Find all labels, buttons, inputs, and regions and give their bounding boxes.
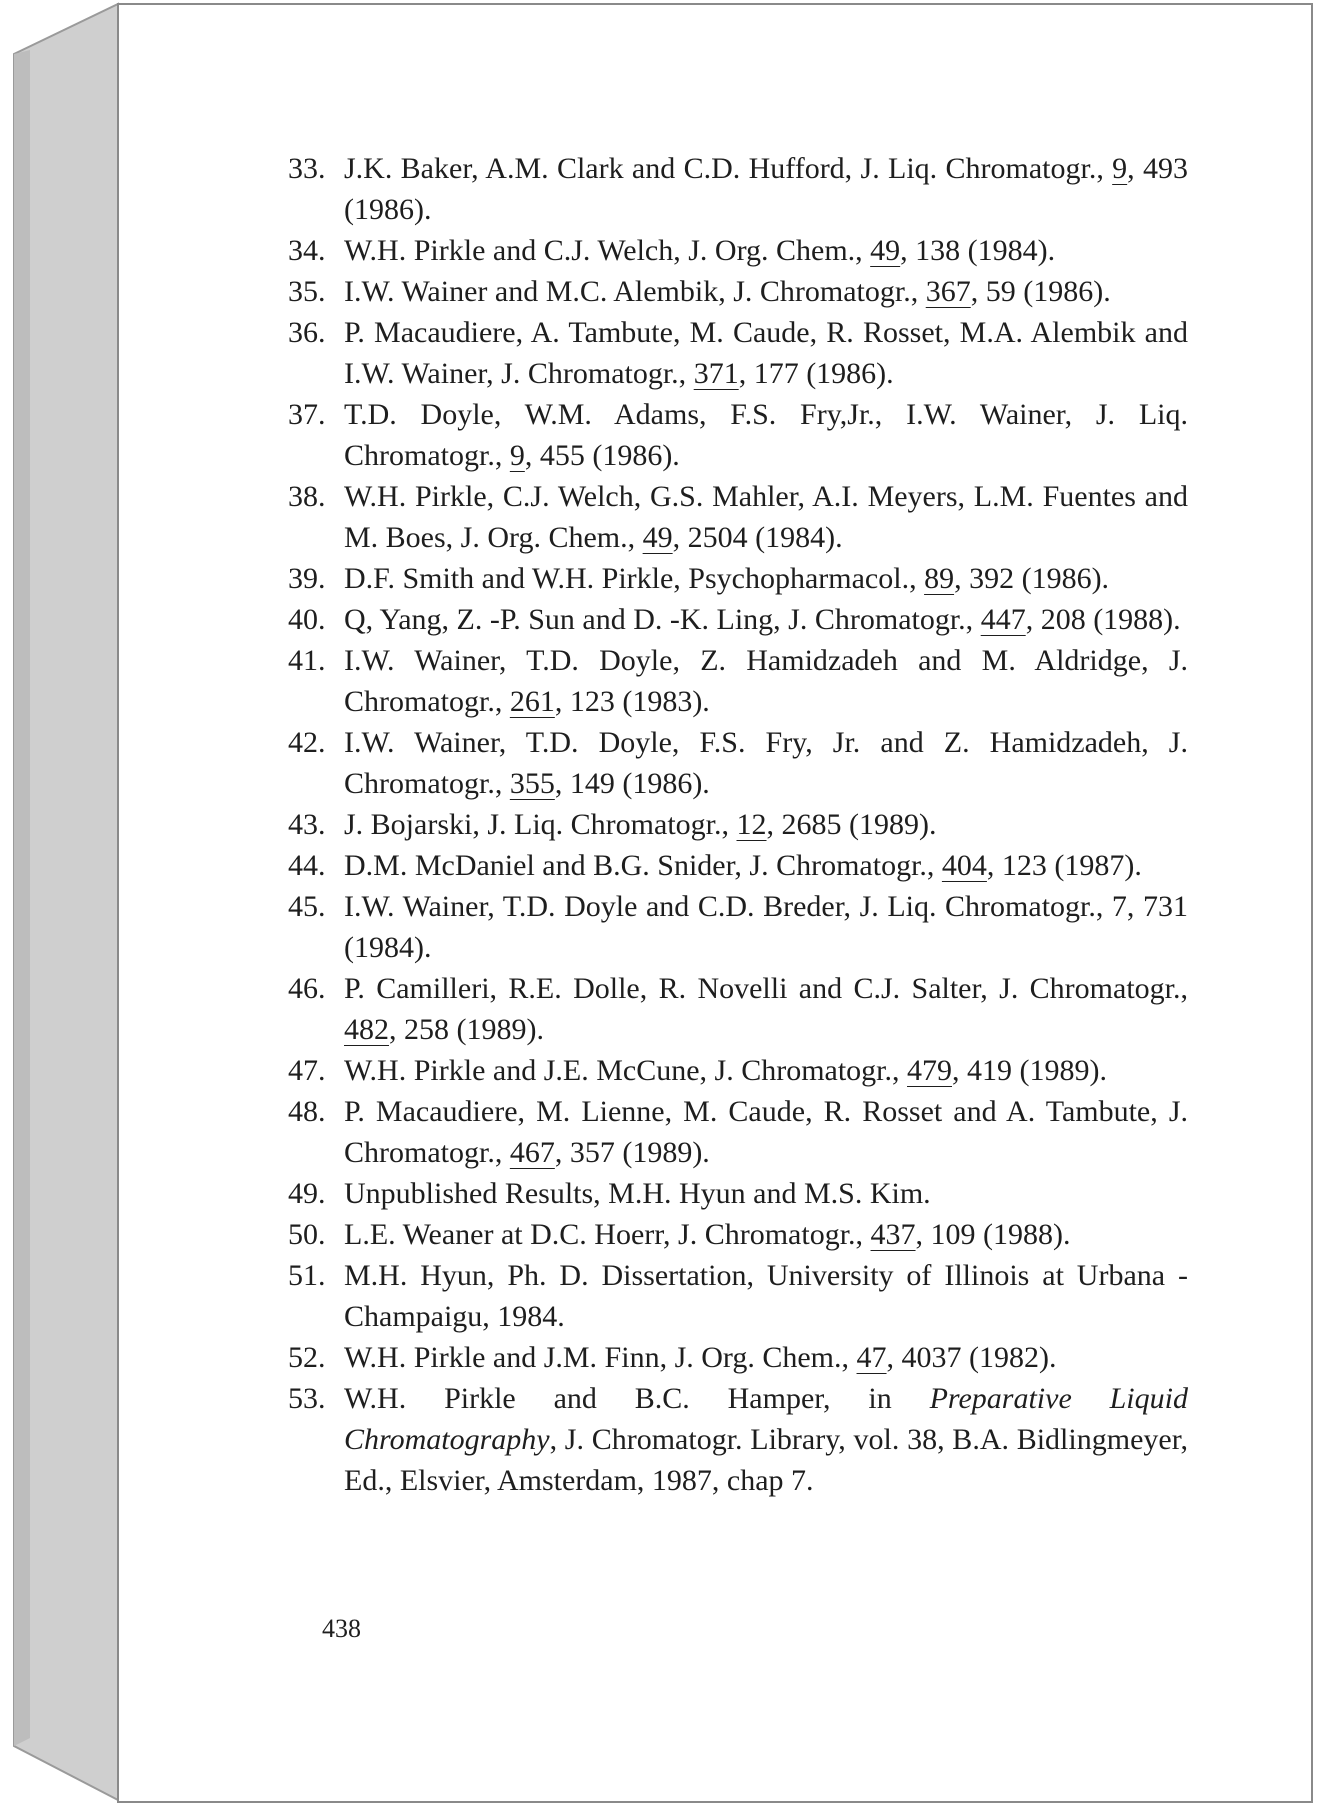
reference-citation: L.E. Weaner at D.C. Hoerr, J. Chromatogr., (344, 1218, 871, 1251)
reference-citation: W.H. Pirkle and B.C. Hamper, in (344, 1382, 930, 1415)
reference-pages-year: , 258 (1989). (389, 1013, 544, 1046)
reference-volume: 49 (870, 234, 901, 267)
reference-number: 45. (288, 890, 326, 923)
reference-text (344, 886, 1188, 968)
reference-book-title: Preparative Liquid Chromatography (344, 1382, 1188, 1456)
reference-pages-year: , 2504 (1984). (672, 521, 843, 554)
reference-volume: 404 (941, 849, 987, 882)
reference-number: 49. (288, 1177, 326, 1210)
reference-item (288, 394, 1188, 476)
reference-text (344, 476, 1188, 558)
reference-pages-year: , 493 (1986). (344, 152, 1189, 226)
reference-item (288, 1378, 1188, 1501)
reference-text (344, 1091, 1188, 1173)
reference-number: 42. (288, 726, 326, 759)
reference-number: 33. (288, 152, 326, 185)
reference-text (344, 968, 1188, 1050)
reference-volume: 437 (870, 1218, 916, 1251)
reference-number: 39. (288, 562, 326, 595)
reference-pages-year: , 4037 (1982). (886, 1341, 1057, 1374)
reference-number: 36. (288, 316, 326, 349)
reference-volume: 89 (924, 562, 955, 595)
reference-volume: 9 (509, 439, 525, 472)
reference-pages-year: , 59 (1986). (970, 275, 1111, 308)
reference-text (344, 558, 1188, 599)
reference-pages-year: , 177 (1986). (738, 357, 894, 390)
reference-pages-year: , 2685 (1989). (766, 808, 937, 841)
reference-item (288, 1091, 1188, 1173)
reference-volume: 9 (1112, 152, 1128, 185)
reference-item (288, 1214, 1188, 1255)
reference-number: 53. (288, 1382, 326, 1415)
page-number: 438 (322, 1614, 361, 1643)
reference-number: 50. (288, 1218, 326, 1251)
reference-item (288, 968, 1188, 1050)
reference-pages-year: , 123 (1987). (986, 849, 1142, 882)
reference-item (288, 476, 1188, 558)
reference-pages-year: , 455 (1986). (524, 439, 680, 472)
reference-volume: 261 (509, 685, 555, 718)
reference-item (288, 312, 1188, 394)
reference-number: 44. (288, 849, 326, 882)
reference-volume: 367 (925, 275, 971, 308)
reference-number: 46. (288, 972, 326, 1005)
reference-text (344, 1255, 1188, 1337)
reference-volume: 12 (736, 808, 767, 841)
reference-citation: J. Bojarski, J. Liq. Chromatogr., (344, 808, 737, 841)
reference-item (288, 1050, 1188, 1091)
reference-volume: 482 (344, 1013, 389, 1046)
reference-citation: I.W. Wainer, T.D. Doyle, F.S. Fry, Jr. and Z. Hamidzadeh, J. Chromatogr., (344, 726, 1188, 800)
reference-text (344, 1337, 1188, 1378)
reference-item (288, 599, 1188, 640)
reference-text (344, 599, 1188, 640)
reference-pages-year: , 357 (1989). (554, 1136, 710, 1169)
reference-citation: D.F. Smith and W.H. Pirkle, Psychopharmacol., (344, 562, 925, 595)
reference-item (288, 148, 1188, 230)
reference-text (344, 312, 1188, 394)
reference-volume: 47 (856, 1341, 887, 1374)
reference-text (344, 1050, 1188, 1091)
reference-volume: 371 (693, 357, 739, 390)
reference-pages-year: , 123 (1983). (554, 685, 710, 718)
reference-text (344, 845, 1188, 886)
reference-pages-year: , 109 (1988). (915, 1218, 1071, 1251)
reference-volume: 447 (980, 603, 1026, 636)
reference-text (344, 722, 1188, 804)
reference-item (288, 804, 1188, 845)
reference-number: 52. (288, 1341, 326, 1374)
reference-list (288, 148, 1188, 1501)
reference-citation: I.W. Wainer, T.D. Doyle and C.D. Breder, J. Liq. Chromatogr., 7, 731 (1984). (344, 890, 1188, 964)
reference-number: 34. (288, 234, 326, 267)
reference-citation: W.H. Pirkle and J.E. McCune, J. Chromatogr., (344, 1054, 908, 1087)
reference-volume: 355 (509, 767, 555, 800)
reference-number: 47. (288, 1054, 326, 1087)
reference-citation: P. Camilleri, R.E. Dolle, R. Novelli and C.J. Salter, J. Chromatogr., (344, 972, 1188, 1005)
reference-text (344, 1378, 1188, 1501)
reference-citation: D.M. McDaniel and B.G. Snider, J. Chromatogr., (344, 849, 942, 882)
reference-citation: Q, Yang, Z. -P. Sun and D. -K. Ling, J. Chromatogr., (344, 603, 981, 636)
reference-citation: P. Macaudiere, A. Tambute, M. Caude, R. Rosset, M.A. Alembik and I.W. Wainer, J. Chromatogr., (344, 316, 1188, 390)
reference-text (344, 640, 1188, 722)
reference-citation: Unpublished Results, M.H. Hyun and M.S. Kim. (344, 1177, 931, 1210)
reference-text (344, 804, 1188, 845)
reference-number: 37. (288, 398, 326, 431)
reference-citation: J.K. Baker, A.M. Clark and C.D. Hufford, J. Liq. Chromatogr., (344, 152, 1113, 185)
reference-item (288, 1173, 1188, 1214)
reference-volume: 49 (642, 521, 673, 554)
reference-text (344, 271, 1188, 312)
reference-text (344, 394, 1188, 476)
reference-item (288, 1337, 1188, 1378)
reference-citation: I.W. Wainer, T.D. Doyle, Z. Hamidzadeh and M. Aldridge, J. Chromatogr., (344, 644, 1188, 718)
reference-item (288, 1255, 1188, 1337)
book-spine-edge (14, 50, 30, 1746)
reference-item (288, 845, 1188, 886)
reference-text (344, 1214, 1188, 1255)
reference-citation: M.H. Hyun, Ph. D. Dissertation, University of Illinois at Urbana -Champaigu, 1984. (344, 1259, 1188, 1333)
reference-volume: 479 (907, 1054, 953, 1087)
reference-number: 41. (288, 644, 326, 677)
reference-pages-year: , 392 (1986). (954, 562, 1110, 595)
reference-item (288, 722, 1188, 804)
reference-number: 40. (288, 603, 326, 636)
reference-citation: T.D. Doyle, W.M. Adams, F.S. Fry,Jr., I.W. Wainer, J. Liq. Chromatogr., (344, 398, 1188, 472)
reference-number: 35. (288, 275, 326, 308)
reference-item (288, 271, 1188, 312)
reference-text (344, 1173, 1188, 1214)
reference-text (344, 148, 1188, 230)
reference-pages-year: , 138 (1984). (900, 234, 1056, 267)
reference-pages-year: , 208 (1988). (1025, 603, 1181, 636)
reference-item (288, 886, 1188, 968)
reference-volume: 467 (509, 1136, 555, 1169)
reference-citation: W.H. Pirkle and C.J. Welch, J. Org. Chem., (344, 234, 871, 267)
reference-number: 48. (288, 1095, 326, 1128)
reference-item (288, 230, 1188, 271)
reference-number: 51. (288, 1259, 326, 1292)
reference-pages-year: , 419 (1989). (952, 1054, 1107, 1087)
reference-citation-tail: , J. Chromatogr. Library, vol. 38, B.A. Bidlingmeyer, Ed., Elsvier, Amsterdam, 1987, chap 7. (344, 1423, 1188, 1497)
reference-number: 38. (288, 480, 326, 513)
reference-number: 43. (288, 808, 326, 841)
reference-citation: W.H. Pirkle and J.M. Finn, J. Org. Chem., (344, 1341, 857, 1374)
reference-text (344, 230, 1188, 271)
reference-citation: W.H. Pirkle, C.J. Welch, G.S. Mahler, A.I. Meyers, L.M. Fuentes and M. Boes, J. Org. Chem., (344, 480, 1188, 554)
reference-citation: P. Macaudiere, M. Lienne, M. Caude, R. Rosset and A. Tambute, J. Chromatogr., (344, 1095, 1188, 1169)
reference-citation: I.W. Wainer and M.C. Alembik, J. Chromatogr., (344, 275, 926, 308)
reference-item (288, 558, 1188, 599)
reference-item (288, 640, 1188, 722)
reference-pages-year: , 149 (1986). (554, 767, 710, 800)
